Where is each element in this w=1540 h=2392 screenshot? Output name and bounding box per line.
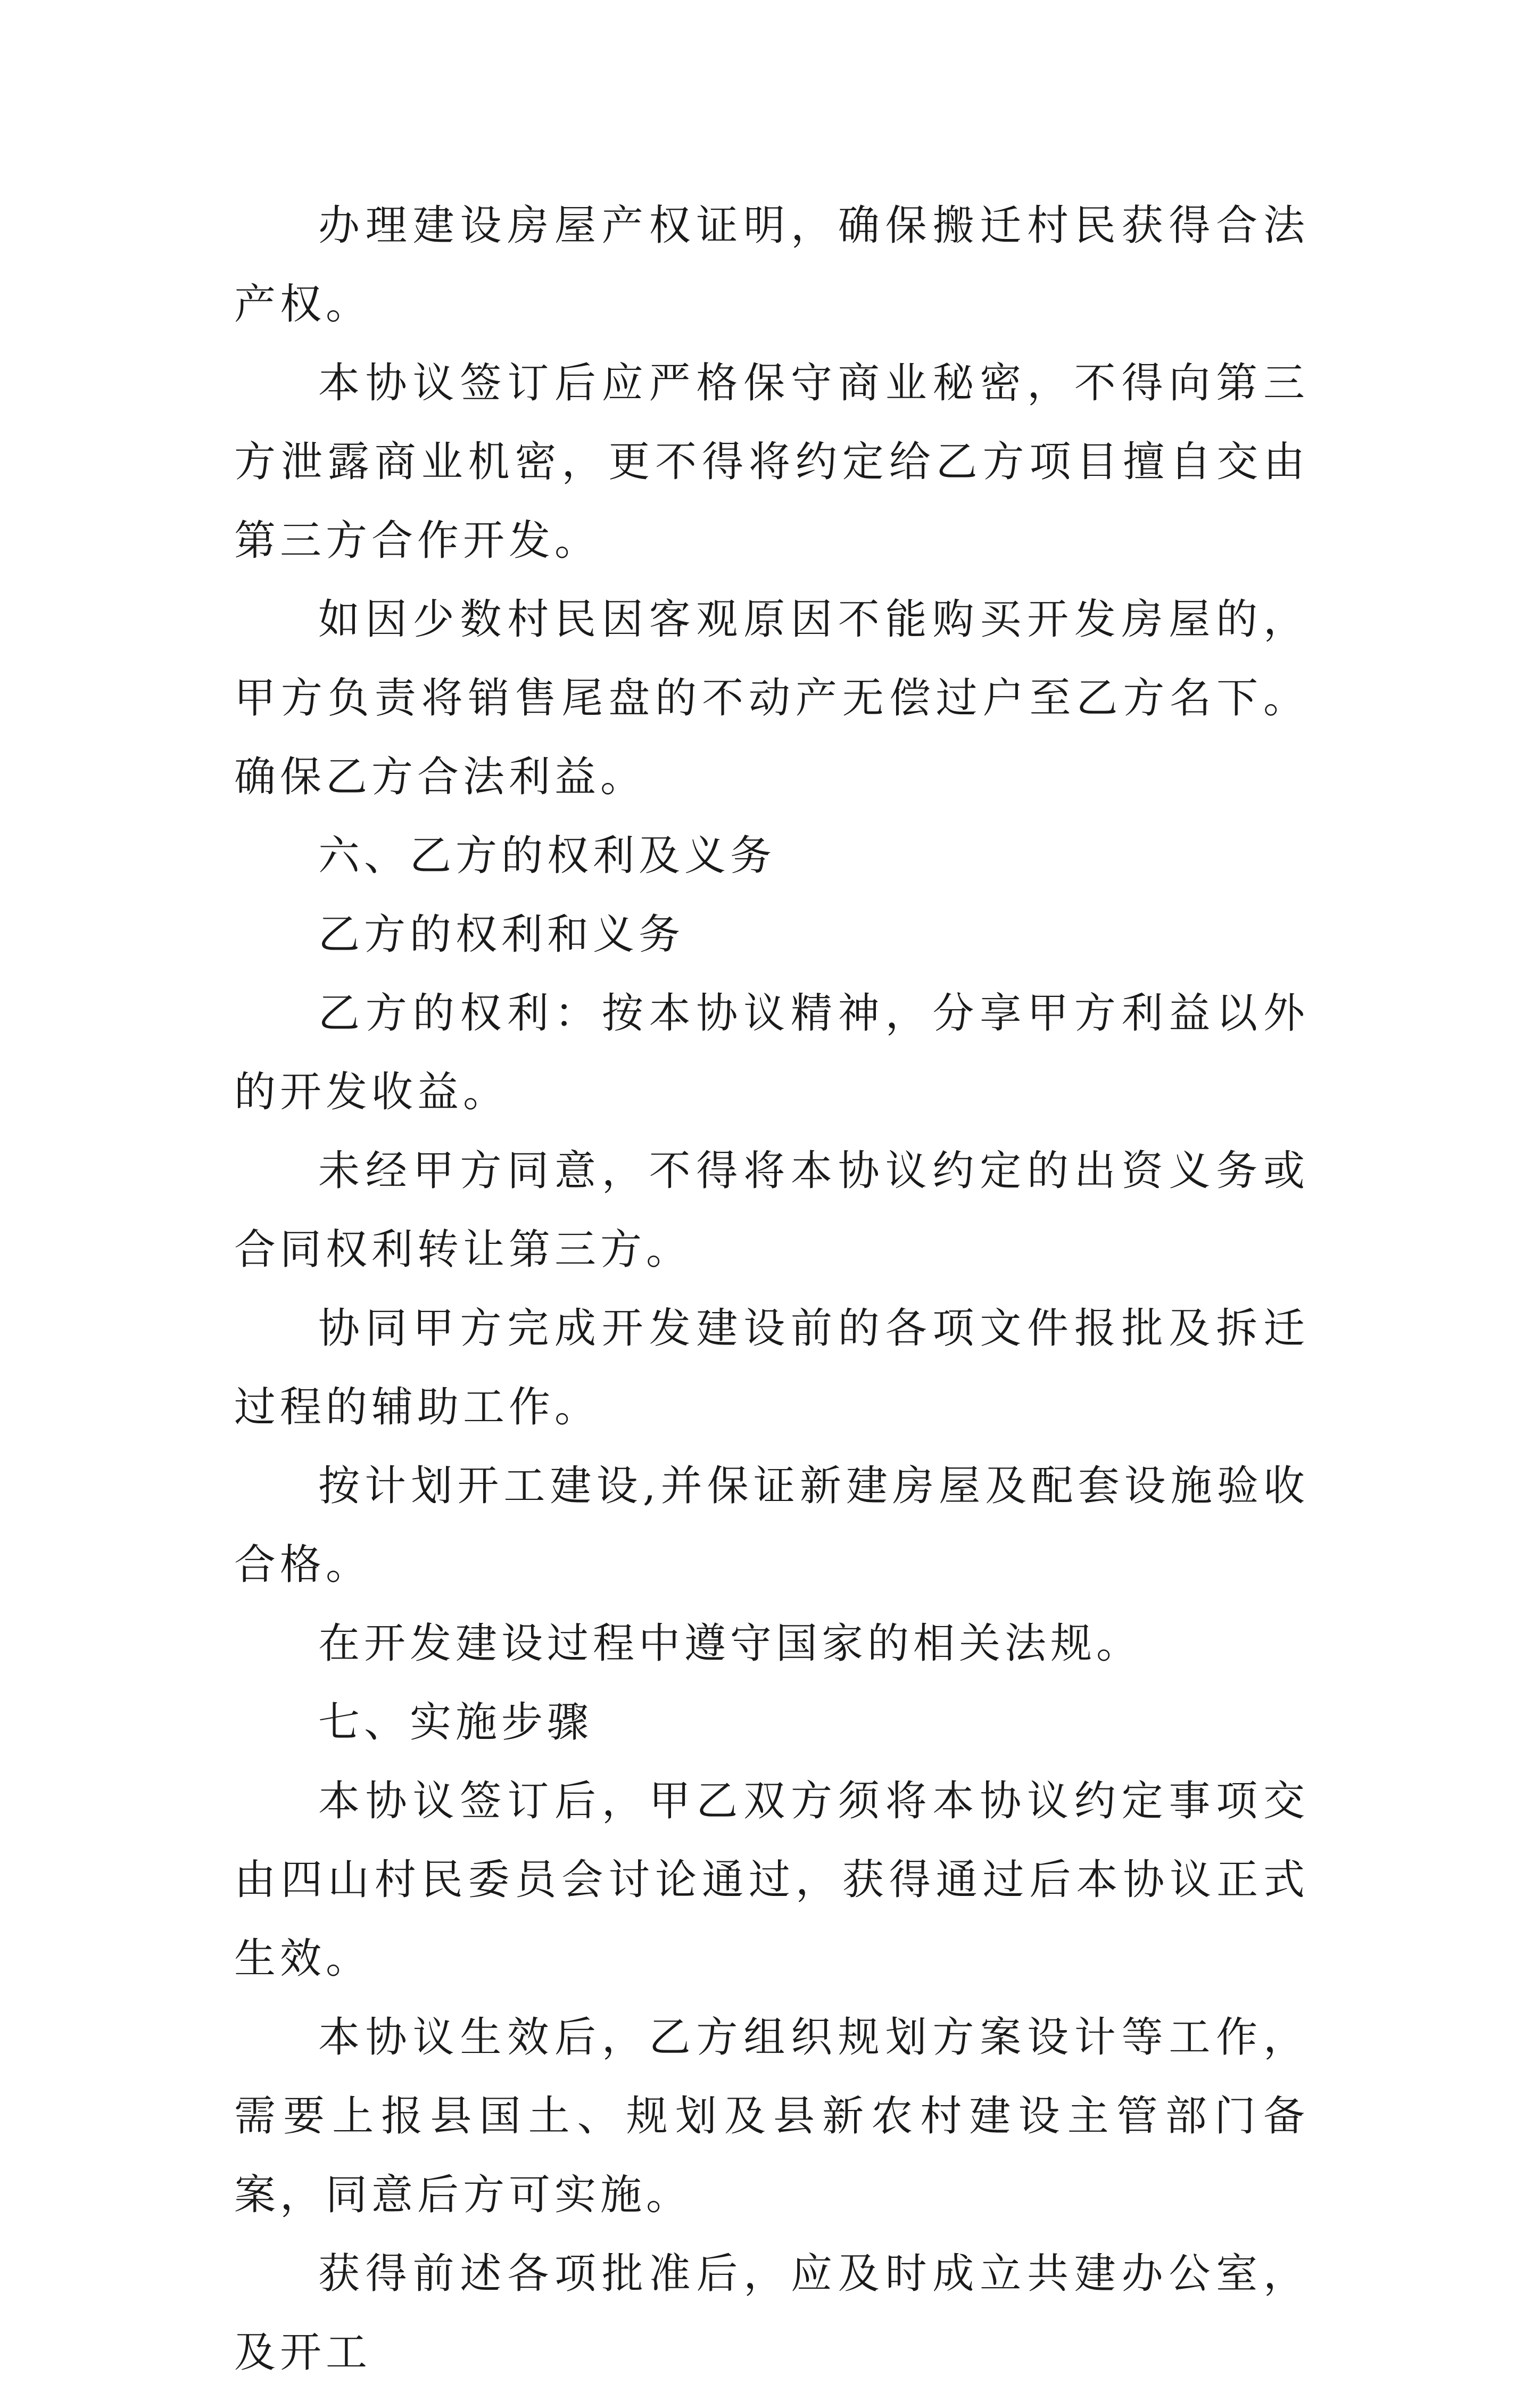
paragraph-joint-office: 获得前述各项批准后，应及时成立共建办公室，及开工 [234, 2250, 1309, 2377]
paragraph-no-transfer: 未经甲方同意，不得将本协议约定的出资义务或合同权利转让第三方。 [234, 1147, 1309, 1274]
section-heading-six: 六、乙方的权利及义务 [318, 832, 776, 880]
paragraph-assist-approval: 协同甲方完成开发建设前的各项文件报批及拆迁过程的辅助工作。 [234, 1305, 1309, 1431]
subheading-rights-obligations: 乙方的权利和义务 [318, 911, 685, 959]
document-body [234, 186, 1309, 2392]
paragraph-property-certificate: 办理建设房屋产权证明，确保搬迁村民获得合法产权。 [234, 202, 1309, 328]
paragraph-comply-regulations: 在开发建设过程中遵守国家的相关法规。 [318, 1620, 1142, 1668]
paragraph-planning-design: 本协议生效后，乙方组织规划方案设计等工作，需要上报县国土、规划及县新农村建设主管部门备案，同意后方可实施。 [234, 2014, 1309, 2219]
paragraph-unsold-property: 如因少数村民因客观原因不能购买开发房屋的，甲方负责将销售尾盘的不动产无偿过户至乙方名下。确保乙方合法利益。 [234, 596, 1309, 801]
paragraph-agreement-effective: 本协议签订后，甲乙双方须将本协议约定事项交由四山村民委员会讨论通过，获得通过后本协议正式生效。 [234, 1777, 1309, 1983]
paragraph-confidentiality: 本协议签订后应严格保守商业秘密，不得向第三方泄露商业机密，更不得将约定给乙方项目擅自交由第三方合作开发。 [234, 359, 1309, 565]
paragraph-construction-schedule: 按计划开工建设,并保证新建房屋及配套设施验收合格。 [234, 1462, 1309, 1589]
section-heading-seven: 七、实施步骤 [318, 1698, 593, 1746]
paragraph-party-b-rights: 乙方的权利：按本协议精神，分享甲方利益以外的开发收益。 [234, 989, 1309, 1116]
